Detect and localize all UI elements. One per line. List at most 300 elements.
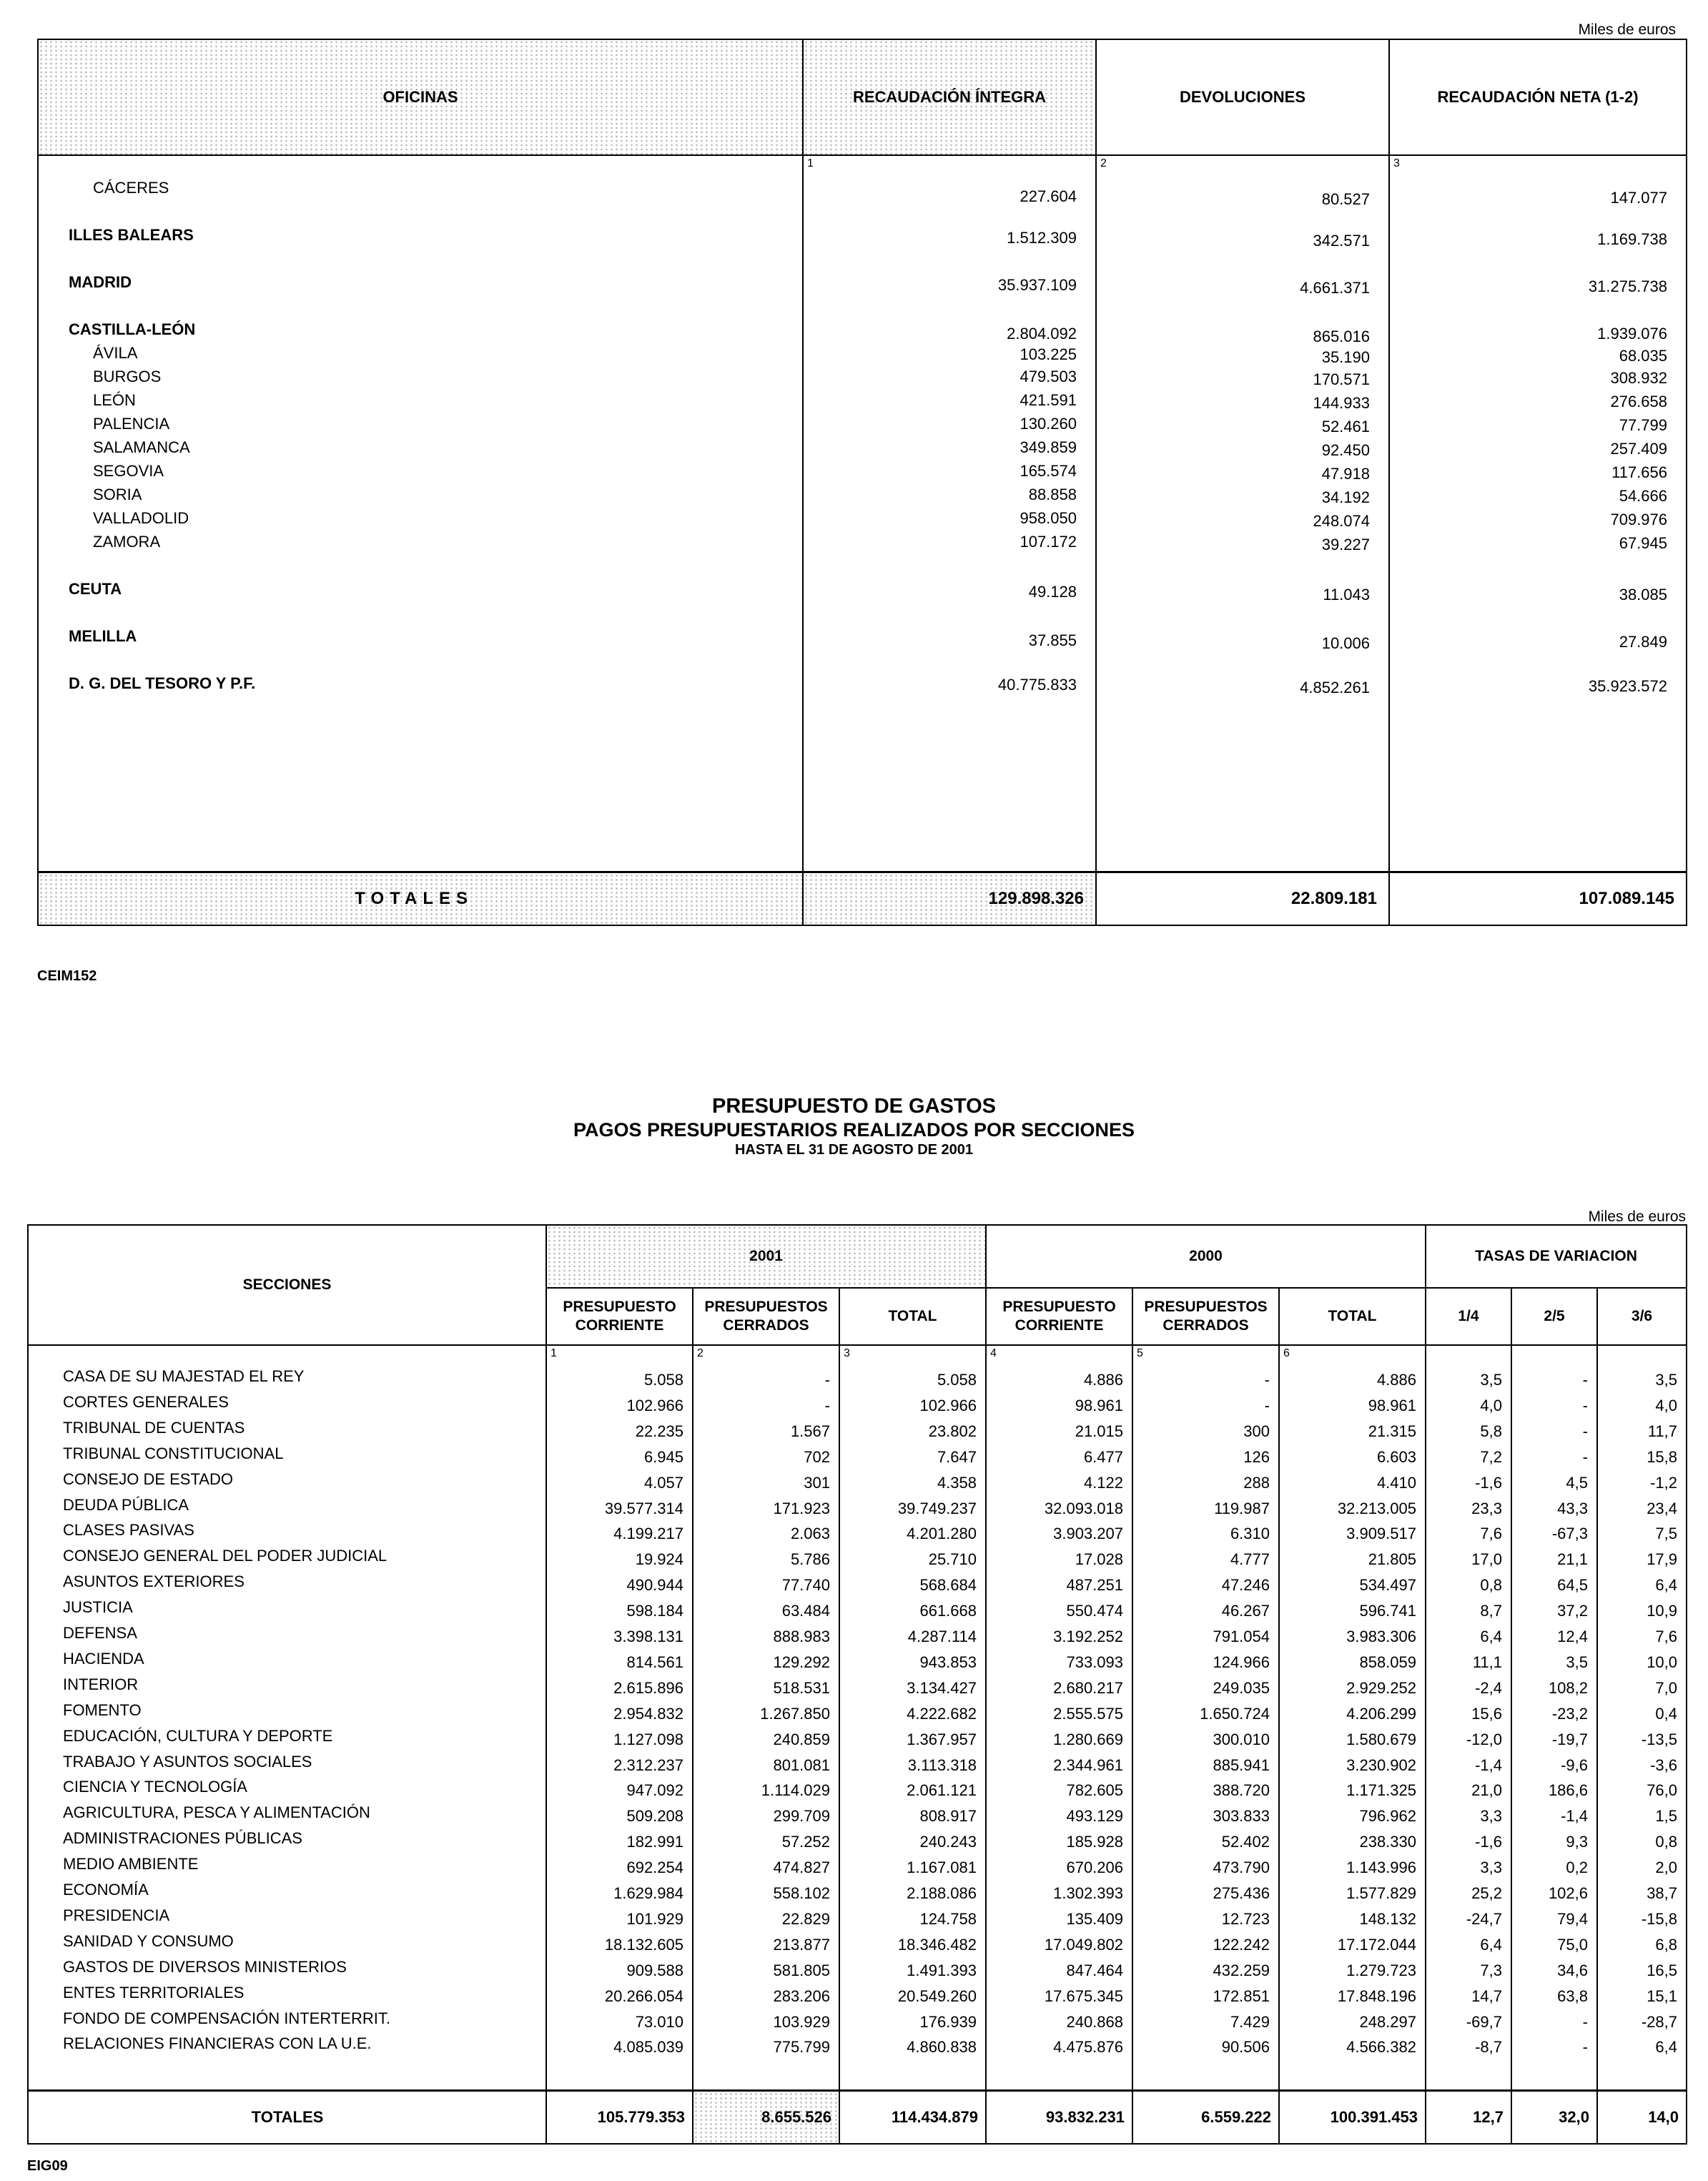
seccion-c5-value: 6.310 [1230,1525,1270,1543]
seccion-v1-value: -2,4 [1475,1678,1502,1697]
seccion-v3-value: 3,5 [1655,1371,1678,1389]
column-number: 3 [1393,157,1400,169]
seccion-label: ENTES TERRITORIALES [63,1983,245,2002]
seccion-label: RELACIONES FINANCIERAS CON LA U.E. [63,2034,372,2053]
page-date: HASTA EL 31 DE AGOSTO DE 2001 [734,1142,974,1158]
seccion-c2-value: 702 [804,1447,830,1466]
seccion-c5-value: 473.790 [1213,1858,1270,1877]
seccion-v3-value: 6,4 [1655,1576,1678,1595]
seccion-c4-value: 32.093.018 [1044,1499,1123,1517]
seccion-c2-value: 283.206 [773,1986,830,2005]
seccion-v1-value: 15,6 [1471,1704,1502,1723]
units-label: Miles de euros [1588,1208,1686,1225]
seccion-c2-value: 2.063 [790,1525,830,1543]
oficina-neta-value: 27.849 [1619,633,1667,651]
seccion-v2-value: -23,2 [1551,1704,1588,1723]
seccion-c6-value: 1.143.996 [1346,1858,1416,1877]
seccion-v1-value: 3,3 [1480,1858,1502,1877]
seccion-v2-value: 64,5 [1557,1576,1588,1595]
oficina-integra-value: 88.858 [1028,486,1077,503]
seccion-c4-value: 6.477 [1083,1447,1123,1466]
seccion-c4-value: 1.302.393 [1053,1884,1123,1902]
oficina-devoluciones-value: 342.571 [1313,232,1370,250]
seccion-v3-value: 0,8 [1655,1833,1678,1851]
seccion-c3-value: 1.367.957 [907,1730,977,1748]
oficina-neta-value: 308.932 [1610,369,1667,387]
column-number: 1 [551,1347,557,1359]
seccion-c2-value: 518.531 [773,1678,830,1697]
oficina-integra-value: 958.050 [1020,509,1077,527]
oficina-devoluciones-value: 52.461 [1321,418,1370,435]
seccion-c3-value: 4.860.838 [907,2038,977,2057]
seccion-c6-value: 4.410 [1376,1473,1416,1492]
oficina-neta-value: 1.169.738 [1597,230,1667,248]
totals-neta: 107.089.145 [1389,872,1687,926]
seccion-c2-value: 1.267.850 [760,1704,830,1723]
seccion-label: CASA DE SU MAJESTAD EL REY [63,1367,305,1385]
seccion-label: ADMINISTRACIONES PÚBLICAS [63,1829,302,1848]
seccion-v2-value: 12,4 [1557,1628,1588,1645]
seccion-c5-value: 126 [1243,1447,1270,1466]
seccion-c2-value: - [824,1396,830,1414]
oficina-integra-value: 421.591 [1020,391,1077,409]
oficina-neta-value: 709.976 [1610,511,1667,528]
column-number: 2 [697,1347,704,1359]
seccion-c4-value: 1.280.669 [1053,1730,1123,1748]
totals-row [28,2091,1687,2145]
seccion-c4-value: 2.555.575 [1053,1704,1123,1723]
secciones-column [28,1345,546,2091]
column-number: 2 [1100,157,1107,169]
seccion-c6-value: 1.279.723 [1346,1961,1416,1979]
seccion-c3-value: 2.061.121 [907,1781,977,1800]
header-pres-cerrados-2000: PRESUPUESTOS CERRADOS [1132,1288,1279,1345]
seccion-c6-value: 32.213.005 [1337,1499,1416,1517]
seccion-v3-value: -28,7 [1641,2012,1678,2031]
title-block [0,1094,1708,1158]
oficina-integra-value: 107.172 [1020,533,1077,551]
seccion-c1-value: 947.092 [626,1781,683,1800]
seccion-c1-value: 909.588 [626,1961,683,1979]
oficina-label: SORIA [93,486,142,503]
seccion-c5-value: 52.402 [1221,1833,1270,1851]
seccion-v2-value: 63,8 [1557,1986,1588,2005]
seccion-c4-value: 21.015 [1075,1422,1123,1440]
seccion-c6-value: 21.805 [1368,1550,1416,1569]
seccion-c4-value: 4.122 [1083,1473,1123,1492]
seccion-v2-value: - [1582,1447,1588,1466]
oficina-label: CASTILLA-LEÓN [69,320,196,338]
seccion-label: DEFENSA [63,1624,137,1642]
seccion-v1-value: -8,7 [1475,2038,1502,2057]
seccion-c2-value: 299.709 [773,1807,830,1826]
seccion-label: INTERIOR [63,1675,139,1693]
oficina-integra-value: 165.574 [1020,462,1077,480]
seccion-c1-value: 490.944 [626,1576,683,1595]
seccion-v2-value: 9,3 [1566,1833,1588,1851]
oficina-devoluciones-value: 35.190 [1321,348,1370,366]
seccion-c4-value: 2.344.961 [1053,1756,1123,1774]
seccion-v3-value: 7,0 [1655,1678,1678,1697]
oficina-label: SALAMANCA [93,438,190,456]
header-tasa-2-5: 2/5 [1511,1288,1597,1345]
seccion-c5-value: 275.436 [1213,1884,1270,1902]
seccion-c5-value: 300.010 [1213,1730,1270,1748]
seccion-label: FONDO DE COMPENSACIÓN INTERTERRIT. [63,2009,390,2027]
seccion-v1-value: 23,3 [1471,1499,1502,1517]
seccion-c2-value: 474.827 [773,1858,830,1877]
seccion-v1-value: 7,2 [1480,1447,1502,1466]
seccion-c4-value: 493.129 [1066,1807,1123,1826]
seccion-label: DEUDA PÚBLICA [63,1495,189,1514]
totals-c2: 8.655.526 [693,2091,839,2145]
seccion-c1-value: 102.966 [626,1396,683,1414]
seccion-c5-value: 124.966 [1213,1653,1270,1671]
totals-label: TOTALES [28,2091,546,2145]
seccion-v2-value: - [1582,1422,1588,1440]
seccion-c3-value: 4.222.682 [907,1704,977,1723]
seccion-c5-value: 4.777 [1230,1550,1270,1569]
seccion-v3-value: 17,9 [1647,1550,1678,1569]
seccion-c2-value: 775.799 [773,2038,830,2057]
seccion-label: TRIBUNAL DE CUENTAS [63,1418,245,1437]
oficina-neta-value: 67.945 [1619,534,1667,552]
seccion-c1-value: 1.629.984 [613,1884,683,1902]
column-number: 1 [807,157,814,169]
oficina-integra-value: 130.260 [1020,415,1077,433]
seccion-v2-value: 43,3 [1557,1499,1588,1517]
seccion-c4-value: 2.680.217 [1053,1678,1123,1697]
page-code: EIG09 [27,2158,68,2174]
seccion-label: ECONOMÍA [63,1881,149,1899]
seccion-c5-value: 90.506 [1221,2038,1270,2057]
seccion-c6-value: 4.886 [1376,1371,1416,1389]
seccion-c3-value: 568.684 [919,1576,977,1595]
totals-c3: 114.434.879 [839,2091,986,2145]
seccion-c5-value: 172.851 [1213,1986,1270,2005]
seccion-c1-value: 20.266.054 [604,1986,683,2005]
header-tasas: TASAS DE VARIACION [1426,1225,1687,1288]
seccion-c1-value: 2.615.896 [613,1678,683,1697]
seccion-v2-value: 37,2 [1557,1602,1588,1620]
seccion-c6-value: 17.172.044 [1337,1935,1416,1954]
seccion-v2-value: 34,6 [1557,1961,1588,1979]
oficina-label: CEUTA [69,580,122,598]
seccion-v1-value: -24,7 [1466,1909,1502,1928]
seccion-c4-value: 4.886 [1083,1371,1123,1389]
header-secciones: SECCIONES [28,1225,546,1345]
seccion-v1-value: 4,0 [1480,1396,1502,1414]
seccion-v1-value: -1,6 [1475,1473,1502,1492]
oficina-neta-value: 77.799 [1619,416,1667,434]
seccion-c5-value: 303.833 [1213,1807,1270,1826]
seccion-c4-value: 847.464 [1066,1961,1123,1979]
seccion-c1-value: 1.127.098 [613,1730,683,1748]
oficina-devoluciones-value: 170.571 [1313,370,1370,388]
seccion-v1-value: 5,8 [1480,1422,1502,1440]
oficina-integra-value: 49.128 [1028,583,1077,601]
seccion-c1-value: 19.924 [635,1550,683,1569]
oficina-neta-value: 257.409 [1610,440,1667,458]
seccion-c3-value: 240.243 [919,1833,977,1851]
seccion-c2-value: 213.877 [773,1935,830,1954]
seccion-c3-value: 3.113.318 [907,1756,977,1774]
seccion-c4-value: 4.475.876 [1053,2038,1123,2057]
seccion-v3-value: -1,2 [1650,1473,1678,1492]
totals-c5: 6.559.222 [1132,2091,1279,2145]
totals-c4: 93.832.231 [986,2091,1132,2145]
seccion-label: EDUCACIÓN, CULTURA Y DEPORTE [63,1726,333,1745]
seccion-c3-value: 39.749.237 [897,1499,977,1517]
totals-v2: 32,0 [1511,2091,1597,2145]
seccion-v1-value: 6,4 [1480,1628,1502,1645]
recaudacion-table [37,39,1687,926]
seccion-v3-value: 76,0 [1647,1781,1678,1800]
neta-column [1389,155,1687,872]
seccion-v1-value: 11,1 [1472,1653,1502,1671]
seccion-label: JUSTICIA [63,1598,133,1617]
header-oficinas: OFICINAS [38,39,803,155]
seccion-v3-value: -13,5 [1641,1730,1678,1748]
oficina-integra-value: 479.503 [1020,368,1077,385]
seccion-c5-value: - [1264,1396,1270,1414]
seccion-v1-value: -69,7 [1466,2012,1502,2031]
seccion-c6-value: 6.603 [1376,1447,1416,1466]
seccion-c3-value: 3.134.427 [907,1678,977,1697]
oficina-neta-value: 117.656 [1611,463,1667,481]
seccion-c4-value: 17.675.345 [1044,1986,1123,2005]
header-2000: 2000 [986,1225,1426,1288]
seccion-c4-value: 240.868 [1066,2012,1123,2031]
seccion-v2-value: 186,6 [1548,1781,1588,1800]
seccion-label: TRIBUNAL CONSTITUCIONAL [63,1444,284,1462]
seccion-c3-value: 1.167.081 [907,1858,977,1877]
seccion-c4-value: 733.093 [1066,1653,1123,1671]
seccion-c2-value: 581.805 [773,1961,830,1979]
seccion-c1-value: 4.085.039 [613,2038,683,2057]
seccion-v1-value: 0,8 [1480,1576,1502,1595]
header-total-2000: TOTAL [1279,1288,1426,1345]
seccion-label: SANIDAD Y CONSUMO [63,1931,234,1950]
integra-column [803,155,1096,872]
seccion-v1-value: -12,0 [1466,1730,1502,1748]
seccion-c1-value: 6.945 [643,1447,683,1466]
seccion-v3-value: -15,8 [1641,1909,1678,1928]
seccion-c1-value: 4.057 [643,1473,683,1492]
seccion-c2-value: 103.929 [773,2012,830,2031]
oficina-neta-value: 147.077 [1610,189,1667,207]
header-pres-corriente-2001: PRESUPUESTO CORRIENTE [546,1288,693,1345]
oficina-integra-value: 227.604 [1020,187,1077,205]
seccion-c6-value: 1.580.679 [1346,1730,1416,1748]
oficina-label: ILLES BALEARS [69,226,194,244]
oficina-neta-value: 38.085 [1619,586,1667,604]
units-label: Miles de euros [1578,21,1676,38]
seccion-c1-value: 814.561 [626,1653,683,1671]
seccion-v2-value: -9,6 [1561,1756,1588,1774]
oficina-devoluciones-value: 80.527 [1321,190,1370,208]
seccion-v1-value: -1,6 [1475,1833,1502,1851]
seccion-c1-value: 101.929 [626,1909,683,1928]
oficina-integra-value: 37.855 [1028,631,1077,649]
seccion-c3-value: 943.853 [919,1653,977,1671]
oficina-label: BURGOS [93,368,162,385]
seccion-v2-value: - [1582,1396,1588,1414]
seccion-v2-value: - [1582,2038,1588,2057]
seccion-v3-value: 2,0 [1655,1858,1678,1877]
seccion-c4-value: 185.928 [1066,1833,1123,1851]
oficina-devoluciones-value: 92.450 [1321,441,1370,459]
seccion-label: CIENCIA Y TECNOLOGÍA [63,1778,247,1796]
column-number: 3 [844,1347,850,1359]
seccion-v2-value: 102,6 [1548,1884,1588,1902]
column-number: 4 [990,1347,997,1359]
oficina-devoluciones-value: 11.043 [1323,586,1370,604]
seccion-c1-value: 18.132.605 [604,1935,683,1954]
seccion-c4-value: 98.961 [1075,1396,1123,1414]
seccion-c3-value: 7.647 [937,1447,977,1466]
seccion-c5-value: 46.267 [1221,1602,1270,1620]
seccion-c1-value: 73.010 [635,2012,683,2031]
seccion-c4-value: 3.192.252 [1053,1628,1123,1645]
seccion-label: ASUNTOS EXTERIORES [63,1572,245,1591]
seccion-c1-value: 509.208 [626,1807,683,1826]
col-6 [1279,1345,1426,2091]
seccion-c5-value: 47.246 [1221,1576,1270,1595]
devoluciones-column [1096,155,1389,872]
seccion-c6-value: 2.929.252 [1346,1678,1416,1697]
oficina-devoluciones-value: 34.192 [1321,488,1370,506]
oficina-neta-value: 1.939.076 [1597,325,1667,343]
seccion-label: CONSEJO DE ESTADO [63,1469,233,1488]
seccion-c4-value: 135.409 [1066,1909,1123,1928]
seccion-v3-value: 4,0 [1655,1396,1678,1414]
oficina-label: PALENCIA [93,415,170,433]
seccion-c4-value: 17.049.802 [1044,1935,1123,1954]
seccion-v2-value: -1,4 [1561,1807,1588,1826]
seccion-c1-value: 4.199.217 [613,1525,683,1543]
seccion-c5-value: 288 [1243,1473,1270,1492]
seccion-c1-value: 39.577.314 [604,1499,683,1517]
col-tasa-2-5 [1511,1345,1597,2091]
seccion-c2-value: 77.740 [781,1576,830,1595]
oficina-integra-value: 103.225 [1020,345,1077,363]
oficina-label: SEGOVIA [93,462,164,480]
seccion-v1-value: 25,2 [1471,1884,1502,1902]
seccion-v3-value: 7,5 [1655,1525,1678,1543]
seccion-c2-value: 1.114.029 [761,1781,830,1800]
seccion-c4-value: 17.028 [1075,1550,1123,1569]
seccion-c3-value: 1.491.393 [907,1961,977,1979]
seccion-c6-value: 534.497 [1359,1576,1416,1595]
seccion-c1-value: 2.312.237 [613,1756,683,1774]
seccion-c2-value: 22.829 [781,1909,830,1928]
seccion-v2-value: 21,1 [1557,1550,1588,1569]
header-devoluciones: DEVOLUCIONES [1096,39,1389,155]
seccion-label: PRESIDENCIA [63,1906,170,1924]
seccion-v3-value: 38,7 [1647,1884,1678,1902]
seccion-v2-value: 3,5 [1566,1653,1588,1671]
page-subtitle: PAGOS PRESUPUESTARIOS REALIZADOS POR SECCIONES [573,1119,1135,1141]
seccion-c2-value: 57.252 [781,1833,830,1851]
seccion-c6-value: 858.059 [1359,1653,1416,1671]
seccion-c2-value: 801.081 [773,1756,830,1774]
seccion-v3-value: 15,1 [1647,1986,1678,2005]
header-pres-corriente-2000: PRESUPUESTO CORRIENTE [986,1288,1132,1345]
seccion-c5-value: 300 [1243,1422,1270,1440]
seccion-c3-value: 25.710 [928,1550,977,1569]
seccion-c3-value: 661.668 [919,1602,977,1620]
oficina-label: D. G. DEL TESORO Y P.F. [69,674,256,692]
header-recaudacion-neta: RECAUDACIÓN NETA (1-2) [1389,39,1687,155]
seccion-v3-value: 10,0 [1647,1653,1678,1671]
totals-v1: 12,7 [1426,2091,1511,2145]
header-total-2001: TOTAL [839,1288,986,1345]
seccion-v1-value: 3,5 [1480,1371,1502,1389]
totals-v3: 14,0 [1597,2091,1687,2145]
seccion-c1-value: 3.398.131 [613,1628,683,1645]
col-1 [546,1345,693,2091]
header-tasa-1-4: 1/4 [1426,1288,1511,1345]
seccion-v1-value: 6,4 [1480,1935,1502,1954]
seccion-label: HACIENDA [63,1649,144,1668]
seccion-c3-value: 124.758 [919,1909,977,1928]
seccion-c6-value: 1.171.325 [1346,1781,1416,1800]
seccion-c3-value: 4.201.280 [907,1525,977,1543]
seccion-c4-value: 487.251 [1066,1576,1123,1595]
seccion-v2-value: 0,2 [1566,1858,1588,1877]
seccion-c2-value: - [824,1371,830,1389]
oficina-integra-value: 35.937.109 [997,276,1077,294]
seccion-v3-value: 6,4 [1655,2038,1678,2057]
col-4 [986,1345,1132,2091]
seccion-c2-value: 558.102 [773,1884,830,1902]
seccion-v2-value: -19,7 [1551,1730,1588,1748]
seccion-c6-value: 3.983.306 [1346,1628,1416,1645]
oficina-neta-value: 276.658 [1610,393,1667,410]
seccion-v1-value: 8,7 [1480,1602,1502,1620]
totals-devoluciones: 22.809.181 [1096,872,1389,926]
oficina-label: VALLADOLID [93,509,189,527]
oficina-label: ZAMORA [93,533,161,551]
oficina-integra-value: 2.804.092 [1007,325,1077,343]
header-2001: 2001 [546,1225,986,1288]
header-recaudacion-integra: RECAUDACIÓN ÍNTEGRA [803,39,1096,155]
seccion-c6-value: 248.297 [1359,2012,1416,2031]
oficina-devoluciones-value: 248.074 [1313,512,1370,530]
seccion-c6-value: 3.909.517 [1346,1525,1416,1543]
oficina-neta-value: 31.275.738 [1588,277,1667,295]
totals-label: TOTALES [38,872,803,926]
header-tasa-3-6: 3/6 [1597,1288,1687,1345]
seccion-c6-value: 21.315 [1368,1422,1416,1440]
col-tasa-3-6 [1597,1345,1687,2091]
seccion-c6-value: 238.330 [1359,1833,1416,1851]
seccion-c2-value: 240.859 [773,1730,830,1748]
seccion-label: MEDIO AMBIENTE [63,1855,199,1874]
seccion-v2-value: 4,5 [1566,1473,1588,1492]
seccion-v3-value: 7,6 [1655,1628,1678,1645]
seccion-c5-value: 122.242 [1213,1935,1270,1954]
seccion-c6-value: 4.206.299 [1346,1704,1416,1723]
seccion-v1-value: 7,6 [1480,1525,1502,1543]
seccion-v2-value: 75,0 [1557,1935,1588,1954]
col-tasa-1-4 [1426,1345,1511,2091]
seccion-c2-value: 129.292 [773,1653,830,1671]
oficina-devoluciones-value: 865.016 [1313,328,1370,345]
seccion-v3-value: 16,5 [1647,1961,1678,1979]
seccion-label: TRABAJO Y ASUNTOS SOCIALES [63,1752,312,1771]
